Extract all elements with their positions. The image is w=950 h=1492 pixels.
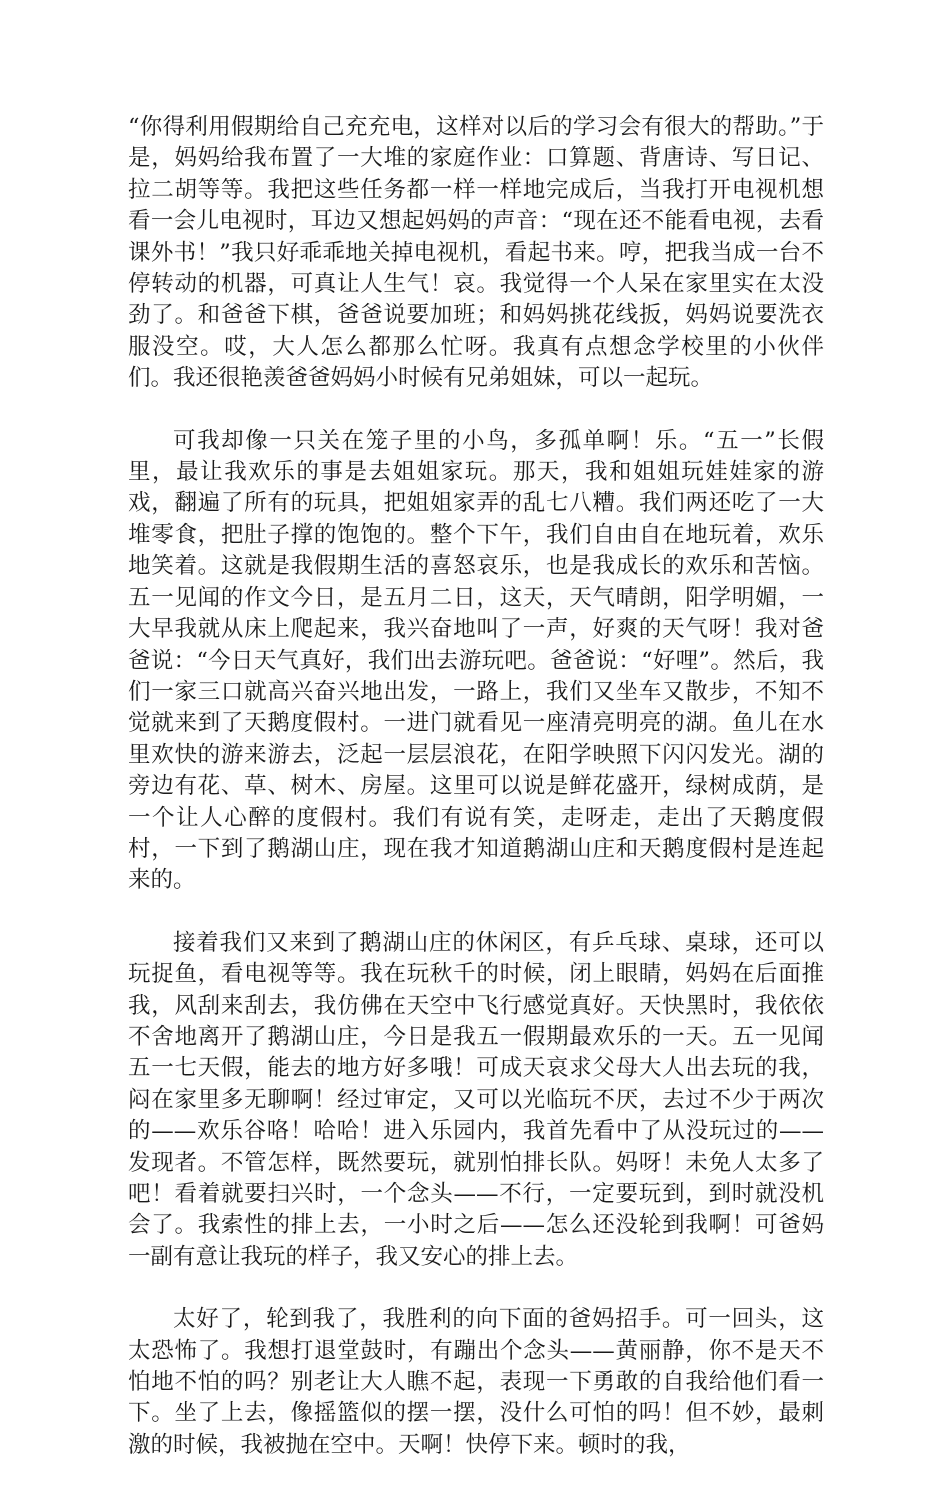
paragraph-2: 可我却像一只关在笼子里的小鸟，多孤单啊！乐。“五一”长假里，最让我欢乐的事是去姐姐家玩。那天，我和姐姐玩娃娃家的游戏，翻遍了所有的玩具，把姐姐家弄的乱七八糟。我们两还吃了一大堆零食，把肚子撑的饱饱的。整个下午，我们自由自在地玩着，欢乐地笑着。这就是我假期生活的喜怒哀乐，也是我成长的欢乐和苦恼。五一见闻的作文今日，是五月二日，这天，天气晴朗，阳学明媚，一大早我就从床上爬起来，我兴奋地叫了一声，好爽的天气呀！我对爸爸说：“今日天气真好，我们出去游玩吧。爸爸说：“好哩”。然后，我们一家三口就高兴奋兴地出发，一路上，我们又坐车又散步，不知不觉就来到了天鹅度假村。一进门就看见一座清亮明亮的湖。鱼儿在水里欢快的游来游去，泛起一层层浪花，在阳学映照下闪闪发光。湖的旁边有花、草、树木、房屋。这里可以说是鲜花盛开，绿树成荫，是一个让人心醉的度假村。我们有说有笑，走呀走，走出了天鹅度假村，一下到了鹅湖山庄，现在我才知道鹅湖山庄和天鹅度假村是连起来的。 — [128, 427, 824, 894]
paragraph-3: 接着我们又来到了鹅湖山庄的休闲区，有乒乓球、桌球，还可以玩捉鱼，看电视等等。我在玩秋千的时候，闭上眼睛，妈妈在后面推我，风刮来刮去，我仿佛在天空中飞行感觉真好。天快黑时，我依依不舍地离开了鹅湖山庄，今日是我五一假期最欢乐的一天。五一见闻五一七天假，能去的地方好多哦！可成天哀求父母大人出去玩的我，闷在家里多无聊啊！经过审定，又可以光临玩不厌，去过不少于两次的——欢乐谷咯！哈哈！进入乐园内，我首先看中了从没玩过的——发现者。不管怎样，既然要玩，就别怕排长队。妈呀！未免人太多了吧！看着就要扫兴时，一个念头——不行，一定要玩到，到时就没机会了。我索性的排上去，一小时之后——怎么还没轮到我啊！可爸妈一副有意让我玩的样子，我又安心的排上去。 — [128, 929, 824, 1270]
paragraph-1: “你得利用假期给自己充充电，这样对以后的学习会有很大的帮助。”于是，妈妈给我布置了一大堆的家庭作业：口算题、背唐诗、写日记、拉二胡等等。我把这些任务都一样一样地完成后，当我打开电视机想看一会儿电视时，耳边又想起妈妈的声音：“现在还不能看电视，去看课外书！”我只好乖乖地关掉电视机，看起书来。哼，把我当成一台不停转动的机器，可真让人生气！哀。我觉得一个人呆在家里实在太没劲了。和爸爸下棋，爸爸说要加班；和妈妈挑花线扳，妈妈说要洗衣服没空。哎，大人怎么都那么忙呀。我真有点想念学校里的小伙伴们。我还很艳羡爸爸妈妈小时候有兄弟姐妹，可以一起玩。 — [128, 114, 824, 392]
paragraph-4: 太好了，轮到我了，我胜利的向下面的爸妈招手。可一回头，这太恐怖了。我想打退堂鼓时，有蹦出个念头——黄丽静，你不是天不怕地不怕的吗？别老让大人瞧不起，表现一下勇敢的自我给他们看一下。坐了上去，像摇篮似的摆一摆，没什么可怕的吗！但不妙，最刺激的时候，我被抛在空中。天啊！快停下来。顿时的我， — [128, 1306, 824, 1458]
document-page — [128, 112, 824, 1492]
